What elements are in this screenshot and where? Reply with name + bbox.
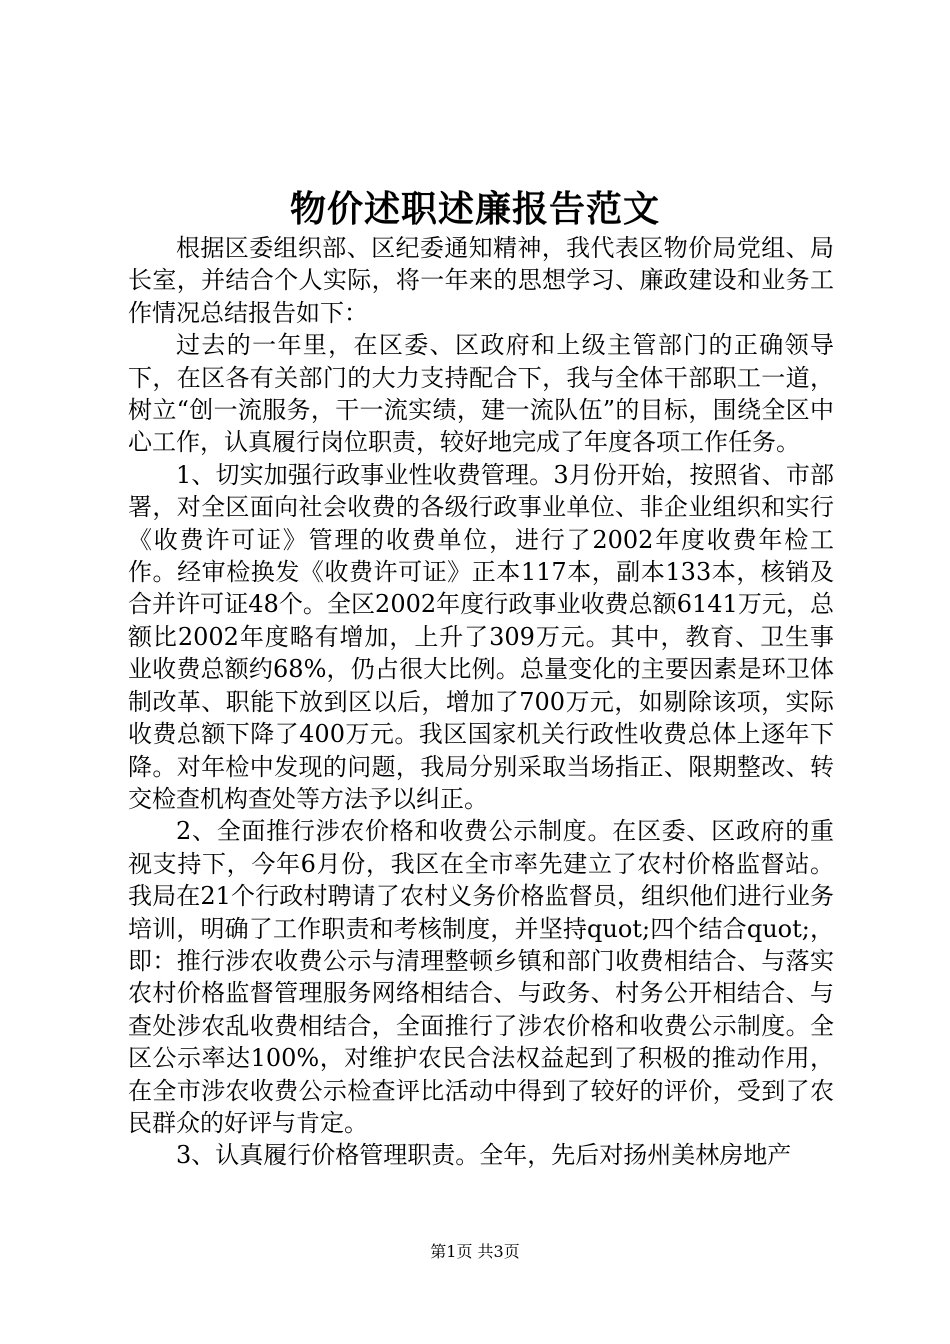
paragraph-intro: 根据区委组织部、区纪委通知精神，我代表区物价局党组、局长室，并结合个人实际，将一年来的思想学习、廉政建设和业务工作情况总结报告如下： (128, 234, 834, 327)
document-title: 物价述职述廉报告范文 (289, 188, 660, 230)
page-number-footer: 第1页 共3页 (430, 1242, 520, 1261)
paragraph-overview: 过去的一年里，在区委、区政府和上级主管部门的正确领导下，在区各有关部门的大力支持配合下，我与全体干部职工一道，树立“创一流服务，干一流实绩，建一流队伍”的目标，围绕全区中心工作，认真履行岗位职责，较好地完成了年度各项工作任务。 (128, 331, 834, 457)
document-body (128, 232, 834, 1172)
paragraph-item-2: 2、全面推行涉农价格和收费公示制度。在区委、区政府的重视支持下，今年6月份，我区在全市率先建立了农村价格监督站。我局在21个行政村聘请了农村义务价格监督员，组织他们进行业务培训，明确了工作职责和考核制度，并坚持quot;四个结合quot;，即：推行涉农收费公示与清理整顿乡镇和部门收费相结合、与落实农村价格监督管理服务网络相结合、与政务、村务公开相结合、与查处涉农乱收费相结合，全面推行了涉农价格和收费公示制度。全区公示率达100%，对维护农民合法权益起到了积极的推动作用，在全市涉农收费公示检查评比活动中得到了较好的评价，受到了农民群众的好评与肯定。 (128, 817, 834, 1137)
paragraph-item-3: 3、认真履行价格管理职责。全年，先后对扬州美林房地产 (176, 1141, 792, 1170)
paragraph-item-1: 1、切实加强行政事业性收费管理。3月份开始，按照省、市部署，对全区面向社会收费的各级行政事业单位、非企业组织和实行《收费许可证》管理的收费单位，进行了2002年度收费年检工作。经审检换发《收费许可证》正本117本，副本133本，核销及合并许可证48个。全区2002年度行政事业收费总额6141万元，总额比2002年度略有增加，上升了309万元。其中，教育、卫生事业收费总额约68%，仍占很大比例。总量变化的主要因素是环卫体制改革、职能下放到区以后，增加了700万元，如剔除该项，实际收费总额下降了400万元。我区国家机关行政性收费总体上逐年下降。对年检中发现的问题，我局分别采取当场指正、限期整改、转交检查机构查处等方法予以纠正。 (128, 460, 834, 813)
